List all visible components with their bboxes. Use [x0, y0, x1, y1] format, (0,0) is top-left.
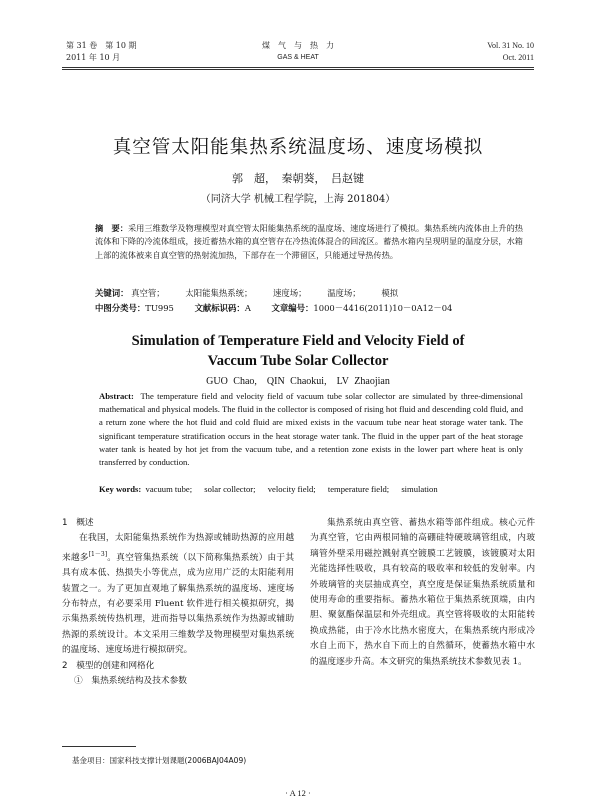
paragraph: 集热系统由真空管、蓄热水箱等部件组成。核心元件为真空管，它由两根同轴的高硼硅特硬玻璃管组成，内玻璃管外壁采用磁控溅射真空镀膜工艺镀膜，该镀膜对太阳光能选择性吸收，具有较高的吸收率和较低的发射率。内外玻璃管的夹层抽成真空，真空度是保证集热系统质量和使用寿命的重要指标。蓄热水箱位于集热系统顶端，由内胆、聚氨酯保温层和外壳组成。真空管将吸收的太阳能转换成热能，由于冷水比热水密度大，在集热系统内形成冷水自上而下，热水自下而上的自然循环，使蓄热水箱中水的温度逐步升高。本文研究的集热系统技术参数见表 1。 [310, 518, 535, 667]
journal-name-en: GAS & HEAT [277, 54, 319, 61]
abstract-cn-text: 采用三维数学及物理模型对真空管太阳能集热系统的温度场、速度场进行了模拟。集热系统内流体由上升的热流体和下降的冷流体组成，接近蓄热水箱的真空管存在冷热流体混合的回流区。蓄热水箱内呈现明显的温度分层，水箱上部的流体被来自真空管的热射流加热，下部存在一个滞留区，只能通过导热传热。 [95, 223, 523, 260]
body-column-right [310, 516, 535, 670]
keyword-cn-item: 真空管； [131, 288, 165, 298]
section-heading: 2 模型的创建和网格化 [62, 660, 155, 671]
volume-issue: 第 31 卷 第 10 期 [66, 41, 137, 50]
affiliation-cn: （同济大学 机械工程学院，上海 201804） [200, 194, 396, 205]
keywords-en-label: Key words: [99, 484, 142, 494]
article-no-value: 1000－4416(2011)10－0A12－04 [313, 303, 453, 313]
title-en-line2: Vaccum Tube Solar Collector [207, 353, 389, 369]
keywords-en [99, 484, 448, 494]
clc-value: TU995 [145, 303, 174, 313]
title-cn: 真空管太阳能集热系统温度场、速度场模拟 [112, 137, 484, 158]
keyword-en-item: velocity field; [267, 484, 316, 494]
section-heading: 1 概述 [62, 518, 94, 528]
page-number: · A 12 · [285, 788, 311, 798]
title-en [0, 331, 596, 371]
doc-code-value: A [244, 303, 251, 313]
keyword-en-item: simulation [401, 484, 438, 494]
authors-en: GUO Chao, QIN Chaokui, LV Zhaojian [206, 376, 390, 387]
keyword-cn-item: 模拟 [381, 288, 399, 298]
authors-cn: 郭 超， 秦朝葵， 吕赵键 [232, 172, 364, 185]
publication-date-en: Oct. 2011 [502, 53, 534, 62]
keyword-en-item: temperature field; [327, 484, 390, 494]
keywords-cn-label: 关键词： [95, 288, 129, 298]
publication-date: 2011 年 10 月 [66, 53, 121, 62]
abstract-en [77, 390, 523, 469]
paragraph-text: 。真空管集热系统（以下简称集热系统）由于其具有成本低、热损失小等优点，成为应用广泛的太阳能利用装置之一。为了更加直观地了解集热系统的温度场、速度场分布特点，有必要采用 Fluent 软件进行相关模拟研究，揭示集热系统传热机理，进而指导以集热系统作为热源或辅助热源的系统设计。本文采用三维数学及物理模型对集热系统的温度场、速度场进行模拟研究。 [62, 552, 295, 656]
keyword-cn-item: 太阳能集热系统； [185, 288, 253, 298]
abstract-cn-label: 摘 要： [95, 223, 128, 233]
abstract-cn [77, 222, 523, 262]
keyword-cn-item: 速度场； [273, 288, 307, 298]
doc-code-label: 文献标识码： [194, 303, 245, 313]
header-rule-bottom [62, 69, 534, 70]
keyword-en-item: solar collector; [204, 484, 256, 494]
header-rule-top [62, 67, 534, 68]
footnote-funding: 基金项目：国家科技支撑计划课题(2006BAJ04A09) [72, 756, 247, 765]
journal-name-cn: 煤 气 与 热 力 [262, 41, 334, 50]
title-en-line1: Simulation of Temperature Field and Velocity Field of [131, 333, 465, 349]
keywords-cn [95, 287, 416, 299]
keyword-cn-item: 温度场； [327, 288, 361, 298]
volume-issue-en: Vol. 31 No. 10 [487, 41, 534, 50]
citation: [1－3] [88, 550, 108, 558]
keyword-en-item: vacuum tube; [145, 484, 193, 494]
article-no-label: 文章编号： [271, 303, 314, 313]
paragraph [62, 531, 294, 658]
subsection-heading: ① 集热系统结构及技术参数 [74, 675, 187, 686]
abstract-en-label: Abstract: [99, 391, 134, 401]
classification-line [95, 302, 470, 314]
journal-volume-info-en [487, 40, 534, 64]
clc-label: 中图分类号： [95, 303, 146, 313]
paragraph-text: 在我国，太阳能集热系统作为热源或辅助热源的应用越来越多 [62, 533, 294, 563]
footnote-rule [62, 746, 136, 747]
body-column-left [62, 516, 294, 689]
abstract-en-text: The temperature field and velocity field of vacuum tube solar collector are simulated by three-dimensional mathematical and physical models. The fluid in the collector is composed of rising hot fluid and descending cold fluid, and a return zone where the hot fluid and cold fluid are mixed exists in the vacuum tube near heat storage water tank. The significant temperature stratification occurs in the heat storage water tank. The fluid in the upper part of the heat storage water tank is heated by hot jet from the vacuum tube, and a retention zone exists in the lower part where heat is only transferred by conduction. [99, 391, 524, 468]
